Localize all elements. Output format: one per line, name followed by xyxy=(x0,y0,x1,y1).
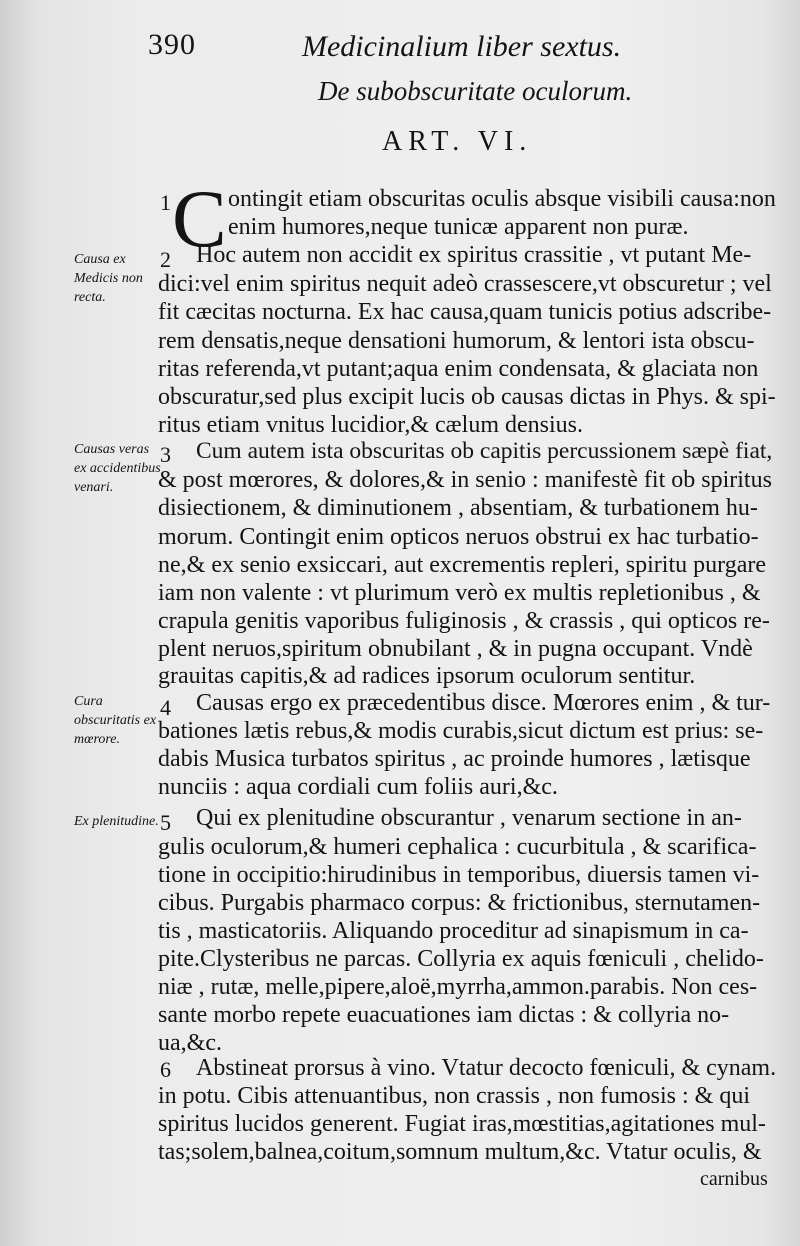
text-line: iam non valente : vt plurimum verò ex multis repletionibus , & xyxy=(158,580,761,606)
text-line: ritus etiam vnitus lucidior,& cælum densius. xyxy=(158,412,584,438)
margin-note: Causas veras ex accidentibus venari. xyxy=(74,442,161,495)
text-line: in potu. Cibis attenuantibus, non crassis , non fumosis : & qui xyxy=(158,1083,750,1109)
text-line: Causas ergo ex præcedentibus disce. Mœrores enim , & tur- xyxy=(196,690,771,716)
text-line: Cum autem ista obscuritas ob capitis percussionem sæpè fiat, xyxy=(196,438,773,464)
margin-note: Ex plenitudine. xyxy=(74,814,159,829)
text-line: crapula genitis vaporibus fuliginosis , & crassis , qui opticos re- xyxy=(158,608,770,634)
section-subtitle: De subobscuritate oculorum. xyxy=(318,76,633,106)
page-number: 390 xyxy=(148,28,196,61)
paragraph-number: 5 xyxy=(160,810,171,835)
text-line: rem densatis,neque densationi humorum, & lentori ista obscu- xyxy=(158,328,755,354)
paragraph-number: 4 xyxy=(160,695,171,720)
text-line: Qui ex plenitudine obscurantur , venarum sectione in an- xyxy=(196,805,742,831)
text-line: cibus. Purgabis pharmaco corpus: & frictionibus, sternutamen- xyxy=(158,890,761,916)
text-line: fit cæcitas nocturna. Ex hac causa,quam tunicis potius adscribe- xyxy=(158,299,772,325)
catchword: carnibus xyxy=(700,1168,768,1190)
drop-cap: C xyxy=(172,173,227,264)
text-line: sante morbo repete euacuationes iam dictas : & collyria no- xyxy=(158,1002,730,1028)
text-line: ontingit etiam obscuritas oculis absque visibili causa:non xyxy=(228,186,776,212)
paragraph-number: 6 xyxy=(160,1057,171,1082)
text-line: niæ , rutæ, melle,pipere,aloë,myrrha,ammon.parabis. Non ces- xyxy=(158,974,758,1000)
running-title: Medicinalium liber sextus. xyxy=(302,30,622,63)
text-line: Abstineat prorsus à vino. Vtatur decocto fœniculi, & cynam. xyxy=(196,1055,777,1081)
page-header xyxy=(140,28,640,72)
article-heading: ART. VI. xyxy=(382,126,533,157)
text-line: pite.Clysteribus ne parcas. Collyria ex aquis fœniculi , chelido- xyxy=(158,946,764,972)
text-line: nunciis : aqua cordiali cum foliis auri,&c. xyxy=(158,774,558,800)
text-line: ua,&c. xyxy=(158,1030,222,1056)
text-line: tione in occipitio:hirudinibus in temporibus, diuersis tamen vi- xyxy=(158,862,760,888)
text-line: plent neruos,spiritum obnubilant , & in pugna occupant. Vndè xyxy=(158,636,753,662)
text-line: tis , masticatoriis. Aliquando proceditur ad sinapismum in ca- xyxy=(158,918,749,944)
text-line: tas;solem,balnea,coitum,somnum multum,&c. Vtatur oculis, & xyxy=(158,1139,762,1165)
text-line: ritas referenda,vt putant;aqua enim condensata, & glaciata non xyxy=(158,356,759,382)
text-line: dabis Musica turbatos spiritus , ac proinde humores , lætisque xyxy=(158,746,751,772)
paragraph-number: 3 xyxy=(160,442,171,467)
text-line: enim humores,neque tunicæ apparent non puræ. xyxy=(228,214,689,240)
text-line: disiectionem, & diminutionem , absentiam, & turbationem hu- xyxy=(158,495,758,521)
text-line: morum. Contingit enim opticos neruos obstrui ex hac turbatio- xyxy=(158,524,759,550)
paragraph-number: 2 xyxy=(160,247,171,272)
text-line: spiritus lucidos generent. Fugiat iras,mœstitias,agitationes mul- xyxy=(158,1111,766,1137)
text-line: bationes lætis rebus,& modis curabis,sicut dictum est prius: se- xyxy=(158,718,764,744)
text-line: dici:vel enim spiritus nequit adeò crassescere,vt obscuretur ; vel xyxy=(158,271,772,297)
text-line: grauitas capitis,& ad radices ipsorum oculorum sentitur. xyxy=(158,663,696,689)
text-line: gulis oculorum,& humeri cephalica : cucurbitula , & scarifica- xyxy=(158,834,757,860)
margin-note: Causa ex Medicis non recta. xyxy=(74,252,143,305)
text-line: obscuratur,sed plus excipit lucis ob causas dictas in Phys. & spi- xyxy=(158,384,776,410)
text-line: ne,& ex senio exsiccari, aut excrementis repleri, spiritu purgare xyxy=(158,552,766,578)
text-line: & post mœrores, & dolores,& in senio : manifestè fit ob spiritus xyxy=(158,467,772,493)
margin-note: Cura obscuritatis ex mœrore. xyxy=(74,694,157,747)
text-line: Hoc autem non accidit ex spiritus crassitie , vt putant Me- xyxy=(196,242,752,268)
paragraph-number: 1 xyxy=(160,190,171,215)
